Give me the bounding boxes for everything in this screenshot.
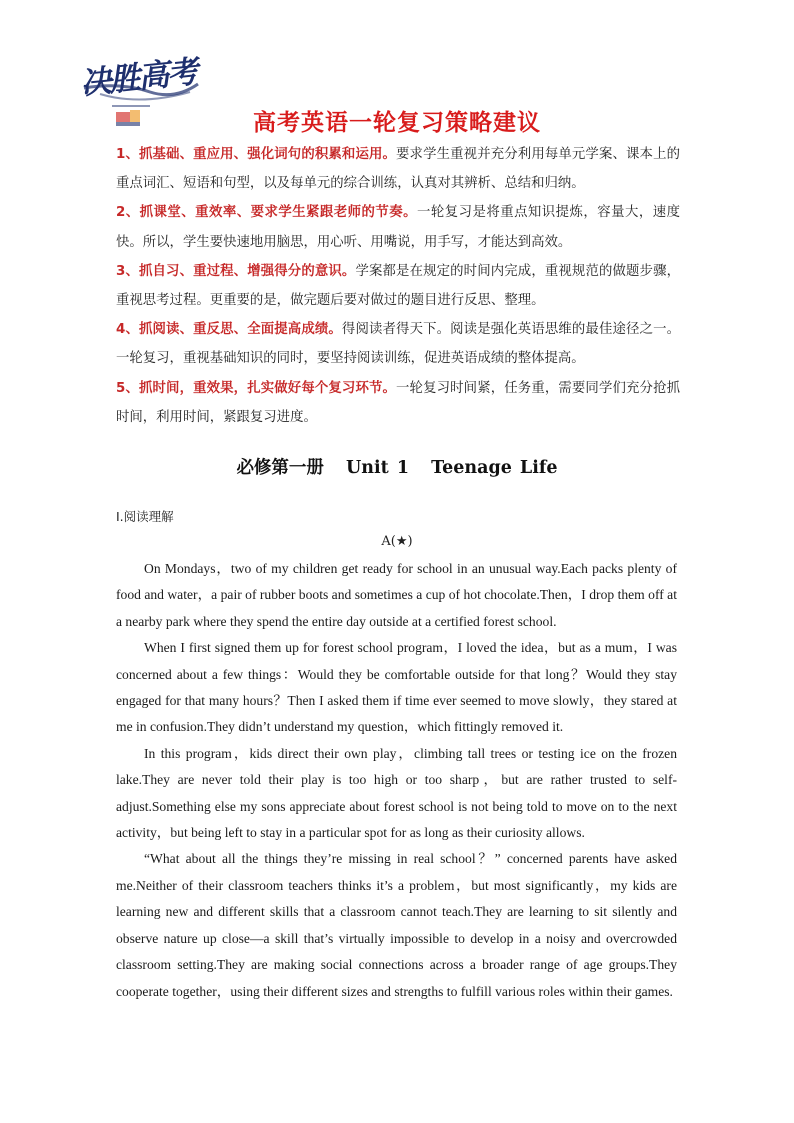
unit-name: Teenage Life (431, 458, 558, 478)
logo-text: 决胜高考 (78, 54, 198, 102)
tip-heading: 5、抓时间，重效果，扎实做好每个复习环节。 (116, 380, 397, 396)
section-label: Ⅰ.阅读理解 (116, 509, 174, 524)
tip-heading: 2、抓课堂、重效率、要求学生紧跟老师的节奏。 (116, 205, 417, 221)
passage-paragraph: On Mondays，two of my children get ready for school in an unusual way.Each packs plenty of food and water，a pair of rubber boots and sometimes a cup of hot chocolate.Then，I drop them off at a nearby park where they spend the entire day outside at a certified forest school. (116, 561, 677, 629)
passage-paragraph: In this program，kids direct their own play，climbing tall trees or testing ice on the frozen lake.They are never told their play is too high or too sharp，but are rather trusted to self-adjust.Something else my sons appreciate about forest school is not being told to move on to the next activity，but being left to stay in a particular spot for as long as their curiosity allows. (116, 745, 677, 841)
passage-paragraph: “What about all the things they’re missing in real school？” concerned parents have asked me.Neither of their classroom teachers thinks it’s a problem，but most significantly，my kids are learning new and different skills that a classroom cannot teach.They are learning to sit silently and observe nature up close—a skill that’s virtually impossible to develop in a noisy and overcrowded classroom setting.They are making social connections across a broader range of age groups.They cooperate together，using their different sizes and strengths to fulfill various roles within their games. (116, 851, 677, 999)
unit-title (0, 454, 794, 479)
tip-heading: 1、抓基础、重应用、强化词句的积累和运用。 (116, 147, 397, 162)
tip-item (116, 315, 680, 373)
passage-label: A(★) (381, 534, 413, 549)
tip-body: 要求学生重视并充分利用每单元学案、课本上的重点词汇、短语和句型，以及每单元的综合训练，认真对其辨析、总结和归纳。 (116, 147, 680, 192)
book-name: 必修第一册 (236, 458, 324, 478)
tip-item (116, 374, 680, 432)
passage-paragraph: When I first signed them up for forest school program，I loved the idea，but as a mum，I was concerned about a few things：Would they be comfortable outside for that long？Would they stay engaged for that many hours？Then I asked them if time ever seemed to move slowly，they stared at me in confusion.They didn’t understand my question，which fittingly removed it. (116, 640, 677, 735)
tip-heading: 4、抓阅读、重反思、全面提高成绩。 (116, 322, 342, 338)
unit-number: Unit 1 (346, 458, 410, 478)
tip-item (116, 257, 680, 315)
tip-item (116, 140, 680, 198)
reading-passage (116, 556, 677, 1005)
strategy-tips (116, 140, 680, 432)
page-title: 高考英语一轮复习策略建议 (253, 110, 541, 136)
tip-body: 得阅读者得天下。阅读是强化英语思维的最佳途径之一。一轮复习，重视基础知识的同时，要坚持阅读训练，促进英语成绩的整体提高。 (116, 322, 680, 367)
tip-heading: 3、抓自习、重过程、增强得分的意识。 (116, 263, 356, 279)
tip-body: 一轮复习是将重点知识提炼，容量大，速度快。所以，学生要快速地用脑思，用心听、用嘴说，用手写，才能达到高效。 (116, 205, 680, 250)
tip-item (116, 198, 680, 256)
tip-body: 学案都是在规定的时间内完成，重视规范的做题步骤，重视思考过程。更重要的是，做完题后要对做过的题目进行反思、整理。 (116, 263, 680, 309)
tip-body: 一轮复习时间紧，任务重，需要同学们充分抢抓时间，利用时间，紧跟复习进度。 (116, 380, 680, 425)
